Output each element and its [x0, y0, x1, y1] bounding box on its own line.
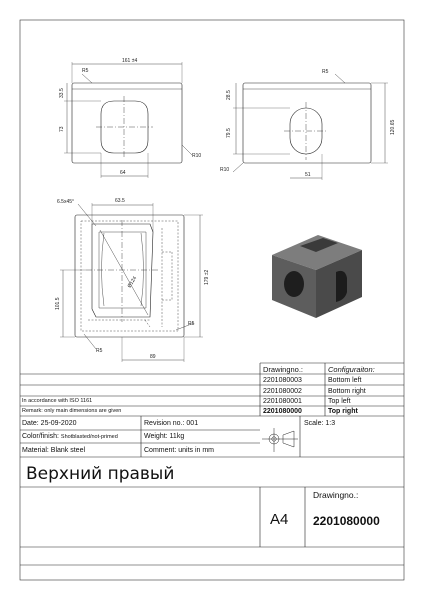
side-view — [233, 74, 388, 180]
config-row-no: 2201080001 — [263, 398, 302, 405]
dim-top-r1: R5 — [188, 321, 195, 327]
top-hole — [92, 224, 153, 317]
dim-top-diam: Ø124 — [126, 275, 139, 290]
projection-symbol — [262, 428, 298, 452]
dim-side-d4: 51 — [305, 172, 311, 178]
dim-front-width: 161 ±4 — [122, 58, 138, 64]
remark-note: Remark: only main dimensions are given — [22, 408, 122, 414]
front-outline — [72, 83, 182, 163]
dim-side-d2: 79.5 — [226, 128, 232, 138]
config-row-no: 2201080003 — [263, 377, 302, 384]
side-outline — [243, 83, 371, 163]
color-finish-label: Color/finish: — [22, 433, 59, 440]
dim-side-r-top: R5 — [322, 69, 329, 75]
config-row-config: Top left — [328, 398, 351, 405]
config-row-config: Bottom right — [328, 388, 366, 395]
dim-top-bottom: 89 — [150, 354, 156, 360]
front-view — [64, 62, 192, 178]
dim-top-left: 101.5 — [55, 297, 61, 310]
dim-top-r2: R5 — [96, 348, 103, 354]
iso-note: In accordance with ISO 1161 — [22, 398, 93, 404]
dim-side-r-corner: R10 — [220, 167, 230, 173]
paper-format: A4 — [270, 511, 289, 528]
dim-front-d3: 64 — [120, 170, 126, 176]
drawing-title: Верхний правый — [26, 464, 175, 484]
config-row-no: 2201080000 — [263, 408, 302, 415]
weight-field: Weight: 11kg — [144, 433, 185, 440]
dim-front-r-corner: R10 — [192, 153, 202, 159]
dim-top-chamfer: 6.5x45° — [57, 199, 75, 205]
dim-front-r-top: R5 — [82, 68, 89, 74]
top-outline — [75, 215, 184, 337]
config-header-no: Drawingno.: — [263, 365, 304, 374]
color-finish-value: Shotblasted/not-primed — [60, 434, 118, 440]
dim-top-width: 63.5 — [115, 198, 125, 204]
config-row-config: Top right — [328, 408, 358, 415]
footer-drawingno: 2201080000 — [313, 514, 380, 528]
dim-front-d2: 73 — [59, 126, 65, 132]
dim-front-d1: 33.5 — [59, 88, 65, 98]
material-field: Material: Blank steel — [22, 447, 86, 454]
dim-side-d3: 120.65 — [390, 119, 396, 135]
revision-field: Revision no.: 001 — [144, 420, 199, 427]
comment-field: Comment: units in mm — [144, 447, 215, 454]
config-header-config: Configuraiton: — [328, 365, 375, 374]
config-row-config: Bottom left — [328, 377, 362, 384]
color-finish-field — [22, 433, 118, 441]
scale-field: Scale: 1:3 — [304, 420, 336, 427]
config-row-no: 2201080002 — [263, 388, 302, 395]
dim-side-d1: 28.5 — [226, 90, 232, 100]
corner-casting-render — [272, 235, 362, 318]
dim-top-height: 179 ±2 — [204, 269, 210, 285]
footer-drawingno-label: Drawingno.: — [313, 490, 359, 500]
date-field: Date: 25-09-2020 — [22, 420, 77, 427]
